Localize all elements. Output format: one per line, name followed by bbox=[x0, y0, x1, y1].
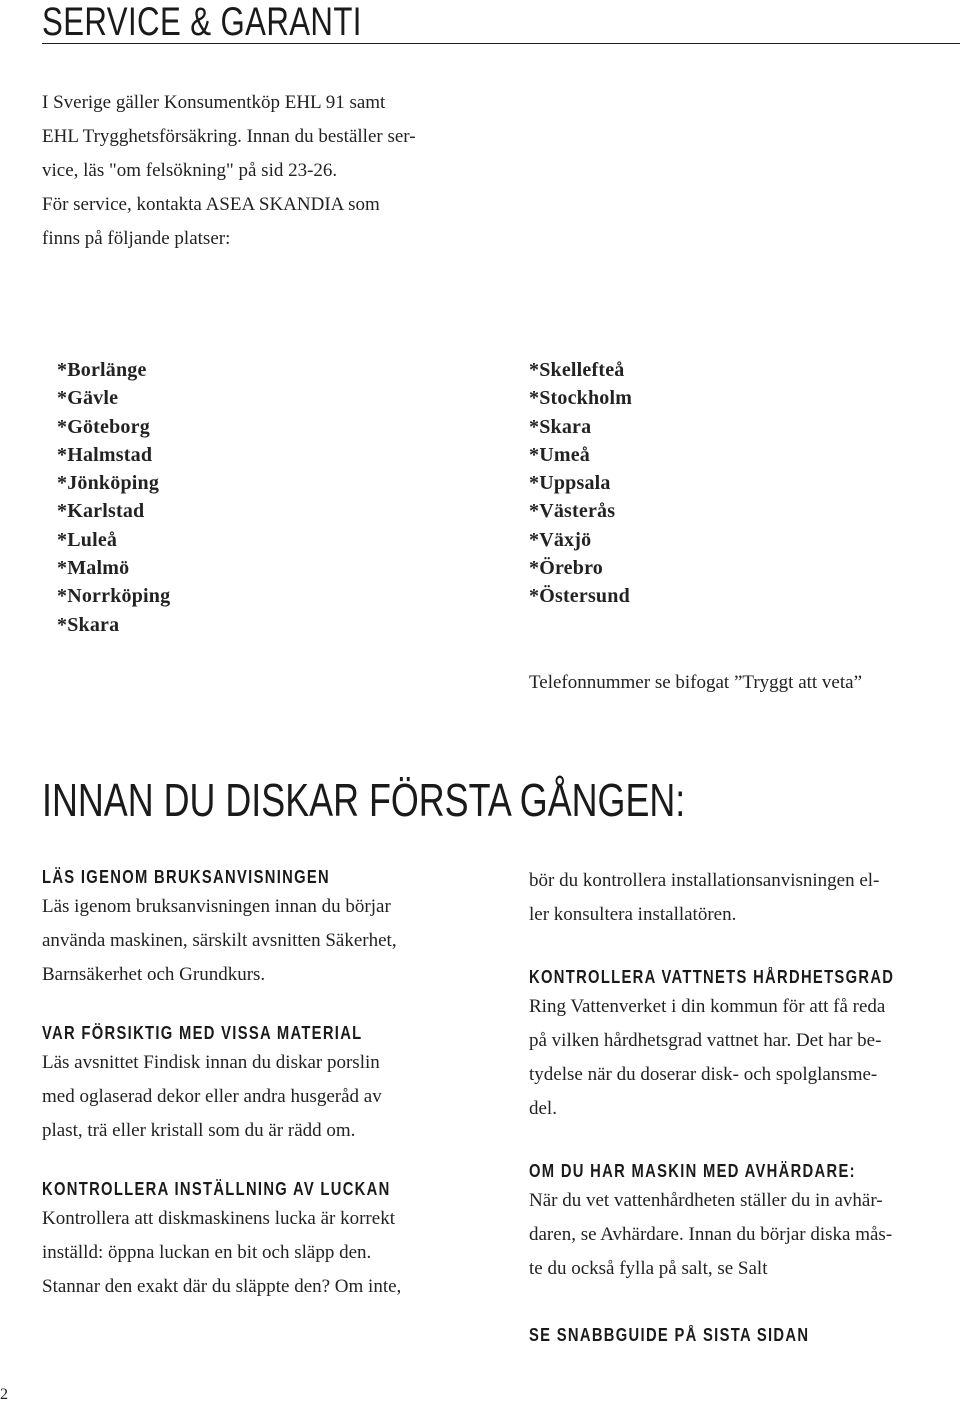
heading-careful-materials: VAR FÖRSIKTIG MED VISSA MATERIAL bbox=[42, 1023, 363, 1043]
city-item: *Örebro bbox=[529, 557, 603, 580]
left-column bbox=[42, 864, 482, 1304]
heading-water-hardness: KONTROLLERA VATTNETS HÅRDHETSGRAD bbox=[529, 967, 895, 987]
text-line: Läs avsnittet Findisk innan du diskar porslin bbox=[42, 1052, 380, 1073]
city-item: *Borlänge bbox=[57, 359, 147, 381]
text-line: ler konsultera installatören. bbox=[529, 904, 737, 925]
intro-line: finns på följande platser: bbox=[42, 228, 231, 249]
text-line: Läs igenom bruksanvisningen innan du börjar bbox=[42, 896, 391, 917]
paragraph-careful-materials bbox=[42, 1046, 482, 1148]
text-line: Kontrollera att diskmaskinens lucka är korrekt bbox=[42, 1208, 395, 1229]
heading-check-door: KONTROLLERA INSTÄLLNING AV LUCKAN bbox=[42, 1179, 391, 1199]
intro-paragraph bbox=[42, 86, 482, 256]
title-rule bbox=[42, 43, 960, 44]
city-item: *Norrköping bbox=[57, 585, 171, 608]
city-item: *Skara bbox=[529, 415, 592, 438]
service-locations-right bbox=[529, 356, 632, 611]
text-line: inställd: öppna luckan en bit och släpp den. bbox=[42, 1242, 372, 1263]
paragraph-check-door bbox=[42, 1202, 482, 1304]
text-line: med oglaserad dekor eller andra husgeråd av bbox=[42, 1086, 382, 1107]
text-line: Ring Vattenverket i din kommun för att få reda bbox=[529, 996, 886, 1017]
heading-read-manual: LÄS IGENOM BRUKSANVISNINGEN bbox=[42, 867, 331, 887]
text-line: daren, se Avhärdare. Innan du börjar diska mås- bbox=[529, 1224, 893, 1245]
city-item: *Östersund bbox=[529, 585, 630, 608]
city-item: *Göteborg bbox=[57, 415, 150, 438]
text-line: använda maskinen, särskilt avsnitten Säkerhet, bbox=[42, 930, 397, 951]
city-item: *Stockholm bbox=[529, 387, 633, 410]
right-column bbox=[529, 864, 960, 1348]
intro-line: vice, läs "om felsökning" på sid 23-26. bbox=[42, 160, 338, 181]
service-locations-left bbox=[57, 356, 170, 639]
text-line: plast, trä eller kristall som du är rädd om. bbox=[42, 1120, 356, 1141]
text-line: Stannar den exakt där du släppte den? Om inte, bbox=[42, 1276, 402, 1297]
city-item: *Karlstad bbox=[57, 500, 145, 523]
city-item: *Malmö bbox=[57, 557, 130, 580]
intro-line: I Sverige gäller Konsumentköp EHL 91 samt bbox=[42, 92, 386, 113]
paragraph-water-hardness bbox=[529, 990, 960, 1126]
intro-line: EHL Trygghetsförsäkring. Innan du beställer ser- bbox=[42, 126, 416, 147]
city-item: *Halmstad bbox=[57, 443, 153, 466]
text-line: te du också fylla på salt, se Salt bbox=[529, 1258, 768, 1279]
text-line: bör du kontrollera installationsanvisningen el- bbox=[529, 870, 880, 891]
heading-quick-guide: SE SNABBGUIDE PÅ SISTA SIDAN bbox=[529, 1325, 810, 1345]
city-item: *Skara bbox=[57, 613, 120, 636]
city-item: *Jönköping bbox=[57, 472, 160, 495]
text-line: på vilken hårdhetsgrad vattnet har. Det har be- bbox=[529, 1030, 882, 1051]
text-line: Barnsäkerhet och Grundkurs. bbox=[42, 964, 266, 985]
city-item: *Västerås bbox=[529, 500, 616, 523]
text-line: del. bbox=[529, 1098, 557, 1119]
city-item: *Gävle bbox=[57, 387, 119, 410]
city-item: *Skellefteå bbox=[529, 359, 625, 381]
paragraph-installation bbox=[529, 864, 960, 932]
city-item: *Umeå bbox=[529, 443, 590, 466]
paragraph-read-manual bbox=[42, 890, 482, 992]
text-line: tydelse när du doserar disk- och spolglansme- bbox=[529, 1064, 878, 1085]
city-item: *Uppsala bbox=[529, 472, 611, 495]
paragraph-water-softener bbox=[529, 1184, 960, 1286]
city-item: *Växjö bbox=[529, 528, 592, 551]
heading-water-softener: OM DU HAR MASKIN MED AVHÄRDARE: bbox=[529, 1161, 856, 1181]
phone-note: Telefonnummer se bifogat ”Tryggt att veta” bbox=[529, 672, 863, 693]
section-title: INNAN DU DISKAR FÖRSTA GÅNGEN: bbox=[42, 774, 686, 826]
intro-line: För service, kontakta ASEA SKANDIA som bbox=[42, 194, 380, 215]
page-number: 2 bbox=[0, 1386, 8, 1403]
city-item: *Luleå bbox=[57, 528, 118, 551]
text-line: När du vet vattenhårdheten ställer du in avhär- bbox=[529, 1190, 883, 1211]
page-title: SERVICE & GARANTI bbox=[42, 0, 362, 44]
